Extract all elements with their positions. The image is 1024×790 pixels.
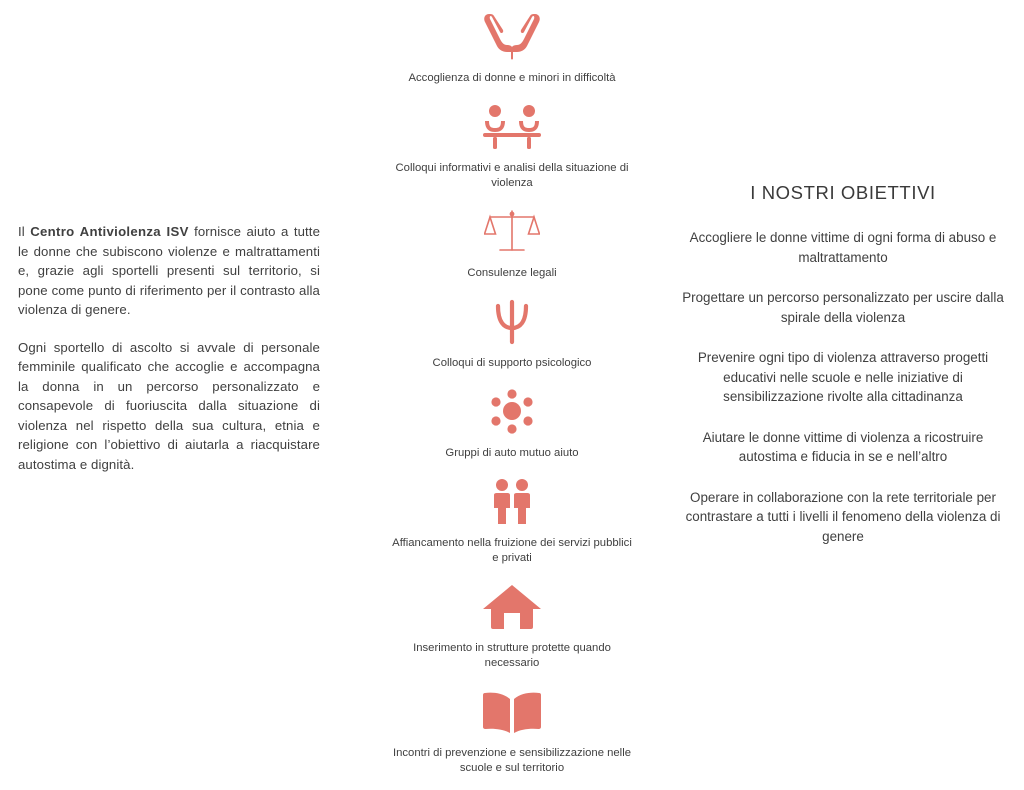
service-item xyxy=(372,295,652,371)
group-network-icon xyxy=(487,385,537,439)
house-shelter-icon xyxy=(481,580,543,634)
objective-item: Aiutare le donne vittime di violenza a ricostruire autostima e fiducia in se e nell’altro xyxy=(702,429,984,464)
intro-paragraph-1 xyxy=(18,222,320,320)
psi-psychology-icon xyxy=(488,295,536,349)
service-item xyxy=(372,685,652,776)
service-label: Affiancamento nella fruizione dei servizi pubblici e privati xyxy=(392,537,632,564)
service-label: Incontri di prevenzione e sensibilizzazione nelle scuole e sul territorio xyxy=(392,747,631,774)
intro-paragraph-1-before: Il xyxy=(18,224,31,239)
objective-item: Progettare un percorso personalizzato per uscire dalla spirale della violenza xyxy=(682,290,1004,325)
hands-holding-icon xyxy=(481,10,543,64)
objective-item: Operare in collaborazione con la rete territoriale per contrastare a tutti i livelli il fenomeno della violenza di genere xyxy=(685,489,1001,544)
two-people-support-icon xyxy=(488,475,536,529)
service-item xyxy=(372,475,652,566)
objectives-column xyxy=(678,182,1008,546)
service-label: Accoglienza di donne e minori in difficoltà xyxy=(408,72,616,84)
service-label: Colloqui informativi e analisi della situazione di violenza xyxy=(395,162,629,189)
open-book-icon xyxy=(481,685,543,739)
service-item xyxy=(372,10,652,86)
intro-paragraph-2: Ogni sportello di ascolto si avvale di personale femminile qualificato che accoglie e accompagna la donna in un percorso personalizzato e consapevole di fuoriuscita dalla situazione di violenza nel rispetto della sua cultura, etnia e religione con l’obiettivo di aiutarla a riacquistare autostima e dignità. xyxy=(18,339,320,472)
service-item xyxy=(372,205,652,281)
organization-name: Centro Antiviolenza ISV xyxy=(30,224,189,239)
service-label: Inserimento in strutture protette quando necessario xyxy=(413,642,611,669)
service-label: Gruppi di auto mutuo aiuto xyxy=(445,447,579,459)
objective-item: Accogliere le donne vittime di ogni forma di abuso e maltrattamento xyxy=(689,230,997,265)
service-item xyxy=(372,580,652,671)
services-list xyxy=(372,10,652,790)
service-label: Consulenze legali xyxy=(467,267,557,279)
service-item xyxy=(372,100,652,191)
service-item xyxy=(372,385,652,461)
objectives-title: I NOSTRI OBIETTIVI xyxy=(750,182,936,203)
scales-of-justice-icon xyxy=(484,205,540,259)
service-label: Colloqui di supporto psicologico xyxy=(432,357,592,369)
intro-paragraph-1-after: fornisce aiuto a tutte le donne che subiscono violenze e maltrattamenti e, grazie agli sportelli presenti sul territorio, si pone come punto di riferimento per il contrasto alla violenza di genere. xyxy=(18,224,321,317)
intro-text-column xyxy=(18,222,320,474)
interview-table-icon xyxy=(481,100,543,154)
objective-item: Prevenire ogni tipo di violenza attraverso progetti educativi nelle scuole e nelle iniziative di sensibilizzazione rivolte alla cittadinanza xyxy=(697,350,989,404)
